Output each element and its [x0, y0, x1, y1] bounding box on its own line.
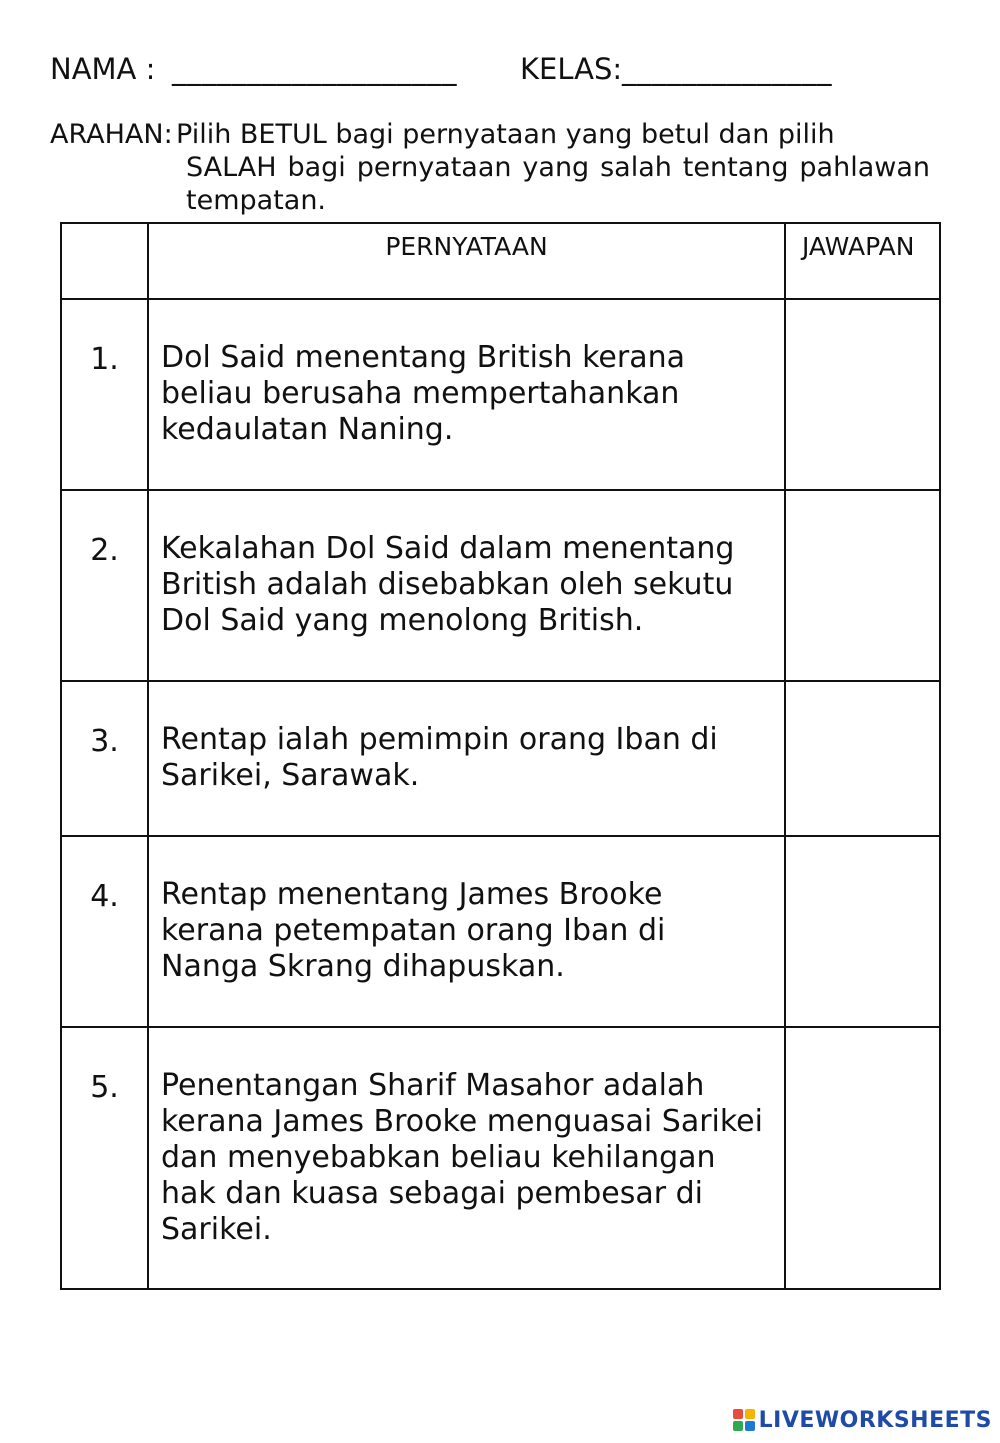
instructions-line-1: Pilih BETUL bagi pernyataan yang betul dan pilih — [176, 119, 835, 150]
class-label: KELAS: — [520, 52, 623, 86]
answer-cell-3[interactable] — [785, 681, 940, 836]
instructions — [50, 118, 940, 218]
instructions-text — [176, 118, 930, 217]
instructions-label: ARAHAN: — [50, 119, 173, 150]
instructions-line-rest: SALAH bagi pernyataan yang salah tentang pahlawan tempatan. — [186, 152, 930, 216]
row-number: 3. — [90, 724, 119, 759]
class-field[interactable]: ______________ — [622, 52, 832, 86]
statement-text: Rentap ialah pemimpin orang Iban di Sarikei, Sarawak. — [161, 722, 718, 793]
logo-square — [733, 1421, 743, 1431]
table-row — [61, 681, 940, 836]
statements-table — [60, 222, 941, 1290]
name-field[interactable]: ___________________ — [172, 52, 457, 86]
row-number: 2. — [90, 533, 119, 568]
table-row — [61, 1027, 940, 1289]
student-info-line — [50, 52, 950, 96]
statement-text: Penentangan Sharif Masahor adalah kerana James Brooke menguasai Sarikei dan menyebabkan beliau kehilangan hak dan kuasa sebagai pembesar di Sarikei. — [161, 1068, 763, 1247]
statement-text: Dol Said menentang British kerana beliau berusaha mempertahankan kedaulatan Naning. — [161, 340, 685, 447]
name-label: NAMA : — [50, 52, 156, 86]
logo-text: LIVEWORKSHEETS — [758, 1407, 992, 1433]
row-number: 1. — [90, 342, 119, 377]
table-header-row — [61, 223, 940, 299]
row-number: 5. — [90, 1070, 119, 1105]
table-row — [61, 490, 940, 681]
liveworksheets-logo — [733, 1405, 992, 1435]
answer-cell-2[interactable] — [785, 490, 940, 681]
number-header — [61, 223, 148, 299]
answer-cell-5[interactable] — [785, 1027, 940, 1289]
row-number: 4. — [90, 879, 119, 914]
answer-cell-1[interactable] — [785, 299, 940, 490]
statement-header: PERNYATAAN — [148, 223, 785, 299]
logo-square — [733, 1409, 743, 1419]
logo-square — [745, 1409, 755, 1419]
logo-square — [745, 1421, 755, 1431]
answer-cell-4[interactable] — [785, 836, 940, 1027]
table-row — [61, 836, 940, 1027]
table-row — [61, 299, 940, 490]
answer-header: JAWAPAN — [785, 223, 940, 299]
statement-text: Kekalahan Dol Said dalam menentang British adalah disebabkan oleh sekutu Dol Said yang menolong British. — [161, 531, 735, 638]
statement-text: Rentap menentang James Brooke kerana petempatan orang Iban di Nanga Skrang dihapuskan. — [161, 877, 666, 984]
liveworksheets-logo-icon — [733, 1409, 755, 1431]
